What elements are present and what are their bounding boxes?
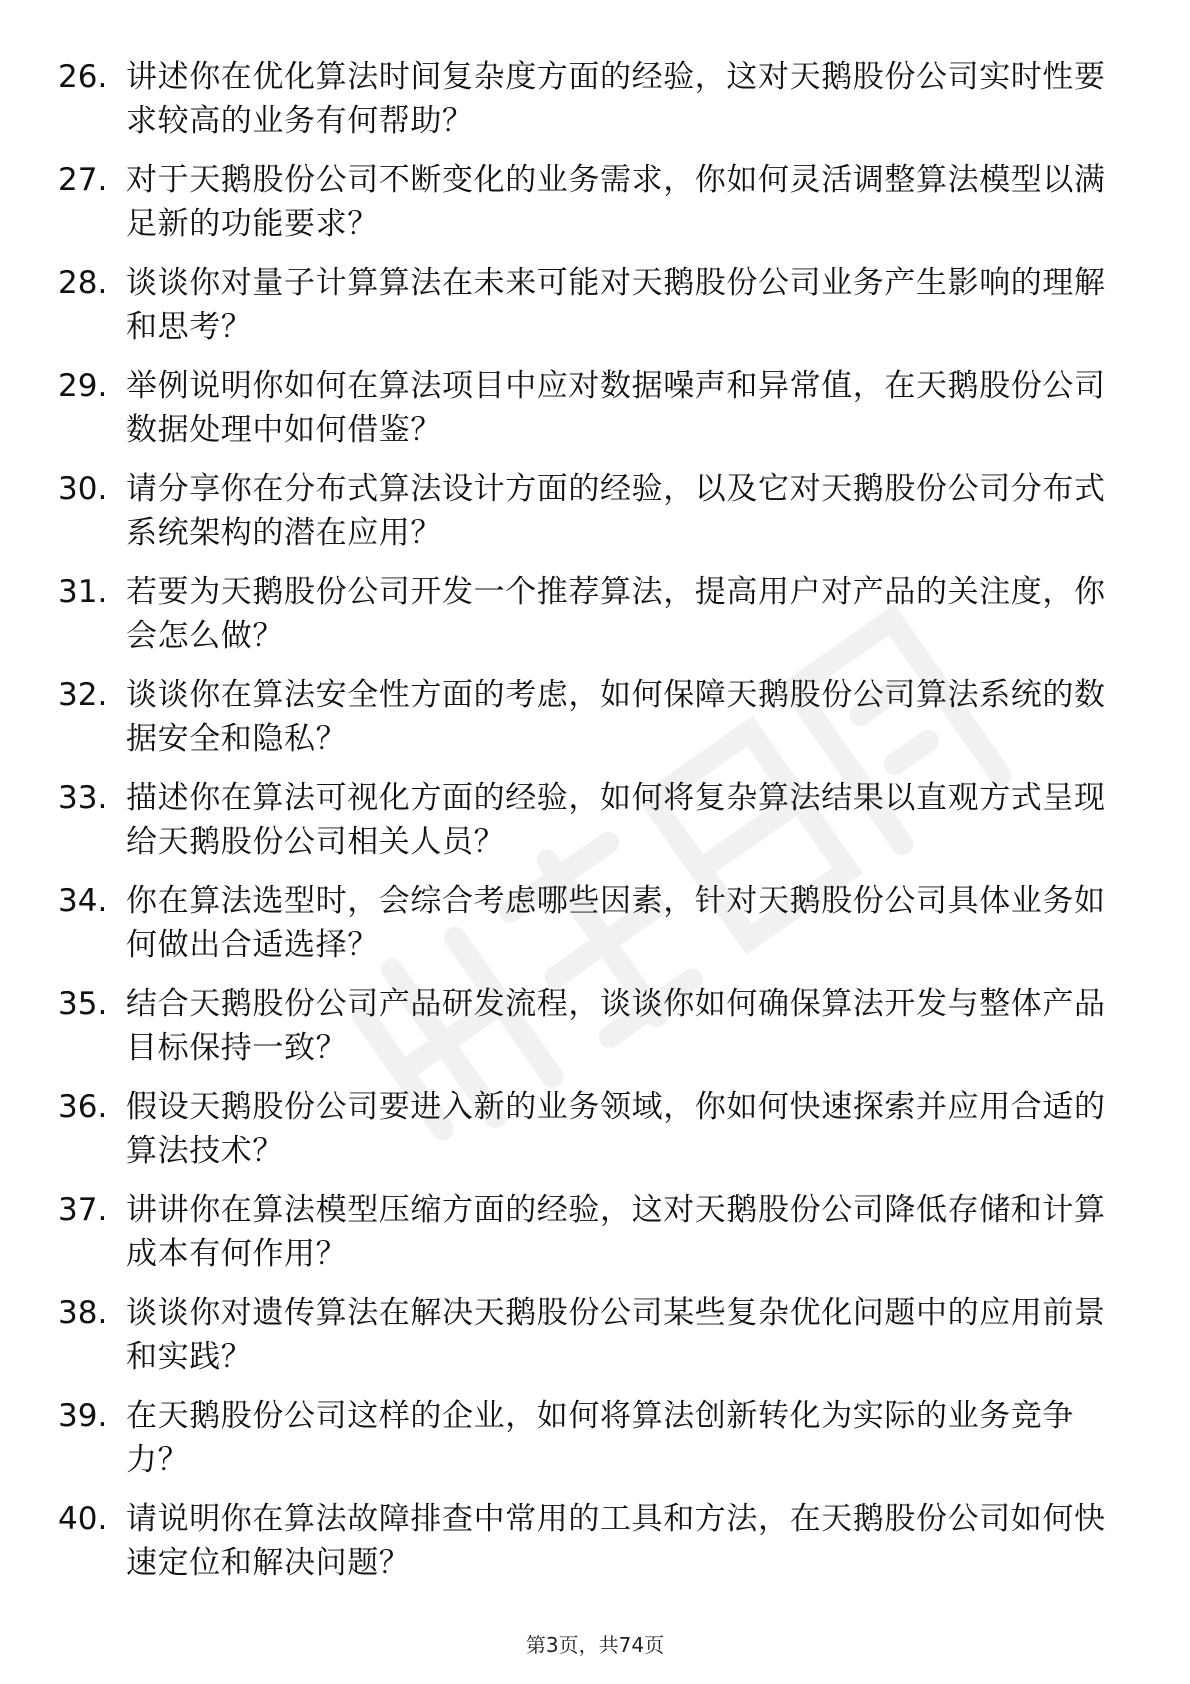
- question-number: 31.: [58, 574, 108, 610]
- question-number: 33.: [58, 780, 108, 816]
- question-number: 30.: [58, 471, 108, 507]
- question-number: 29.: [58, 368, 108, 404]
- question-item-34: [58, 879, 1138, 982]
- question-item-28: [58, 261, 1138, 364]
- question-item-35: [58, 982, 1138, 1085]
- question-item-31: [58, 570, 1138, 673]
- question-list: [58, 55, 1138, 1600]
- question-number: 35.: [58, 986, 108, 1022]
- question-text: 对于天鹅股份公司不断变化的业务需求，你如何灵活调整算法模型以满足新的功能要求？: [126, 162, 1106, 242]
- question-item-37: [58, 1188, 1138, 1291]
- question-number: 26.: [58, 59, 108, 95]
- question-text: 请分享你在分布式算法设计方面的经验，以及它对天鹅股份公司分布式系统架构的潜在应用？: [126, 471, 1106, 551]
- question-number: 27.: [58, 162, 108, 198]
- question-text: 假设天鹅股份公司要进入新的业务领域，你如何快速探索并应用合适的算法技术？: [126, 1089, 1106, 1169]
- question-number: 32.: [58, 677, 108, 713]
- question-item-33: [58, 776, 1138, 879]
- question-number: 38.: [58, 1295, 108, 1331]
- question-text: 若要为天鹅股份公司开发一个推荐算法，提高用户对产品的关注度，你会怎么做？: [126, 574, 1106, 654]
- question-number: 28.: [58, 265, 108, 301]
- question-item-32: [58, 673, 1138, 776]
- question-number: 34.: [58, 883, 108, 919]
- question-item-27: [58, 158, 1138, 261]
- page-footer: [0, 1632, 1190, 1658]
- question-number: 36.: [58, 1089, 108, 1125]
- question-item-40: [58, 1497, 1138, 1600]
- question-text: 你在算法选型时，会综合考虑哪些因素，针对天鹅股份公司具体业务如何做出合适选择？: [126, 883, 1106, 963]
- question-text: 举例说明你如何在算法项目中应对数据噪声和异常值，在天鹅股份公司数据处理中如何借鉴？: [126, 368, 1106, 448]
- question-item-36: [58, 1085, 1138, 1188]
- question-text: 谈谈你在算法安全性方面的考虑，如何保障天鹅股份公司算法系统的数据安全和隐私？: [126, 677, 1106, 757]
- question-text: 讲讲你在算法模型压缩方面的经验，这对天鹅股份公司降低存储和计算成本有何作用？: [126, 1192, 1106, 1272]
- question-number: 40.: [58, 1501, 108, 1537]
- question-item-30: [58, 467, 1138, 570]
- page-indicator: 第3页，共74页: [525, 1633, 665, 1657]
- question-number: 39.: [58, 1398, 108, 1434]
- question-item-38: [58, 1291, 1138, 1394]
- question-text: 在天鹅股份公司这样的企业，如何将算法创新转化为实际的业务竞争力？: [126, 1398, 1074, 1478]
- question-text: 谈谈你对遗传算法在解决天鹅股份公司某些复杂优化问题中的应用前景和实践？: [126, 1295, 1106, 1375]
- question-item-26: [58, 55, 1138, 158]
- question-item-29: [58, 364, 1138, 467]
- question-text: 描述你在算法可视化方面的经验，如何将复杂算法结果以直观方式呈现给天鹅股份公司相关人员？: [126, 780, 1106, 860]
- question-text: 谈谈你对量子计算算法在未来可能对天鹅股份公司业务产生影响的理解和思考？: [126, 265, 1106, 345]
- question-item-39: [58, 1394, 1138, 1497]
- question-text: 结合天鹅股份公司产品研发流程，谈谈你如何确保算法开发与整体产品目标保持一致？: [126, 986, 1106, 1066]
- question-text: 请说明你在算法故障排查中常用的工具和方法，在天鹅股份公司如何快速定位和解决问题？: [126, 1501, 1106, 1581]
- question-number: 37.: [58, 1192, 108, 1228]
- question-text: 讲述你在优化算法时间复杂度方面的经验，这对天鹅股份公司实时性要求较高的业务有何帮助？: [126, 59, 1106, 139]
